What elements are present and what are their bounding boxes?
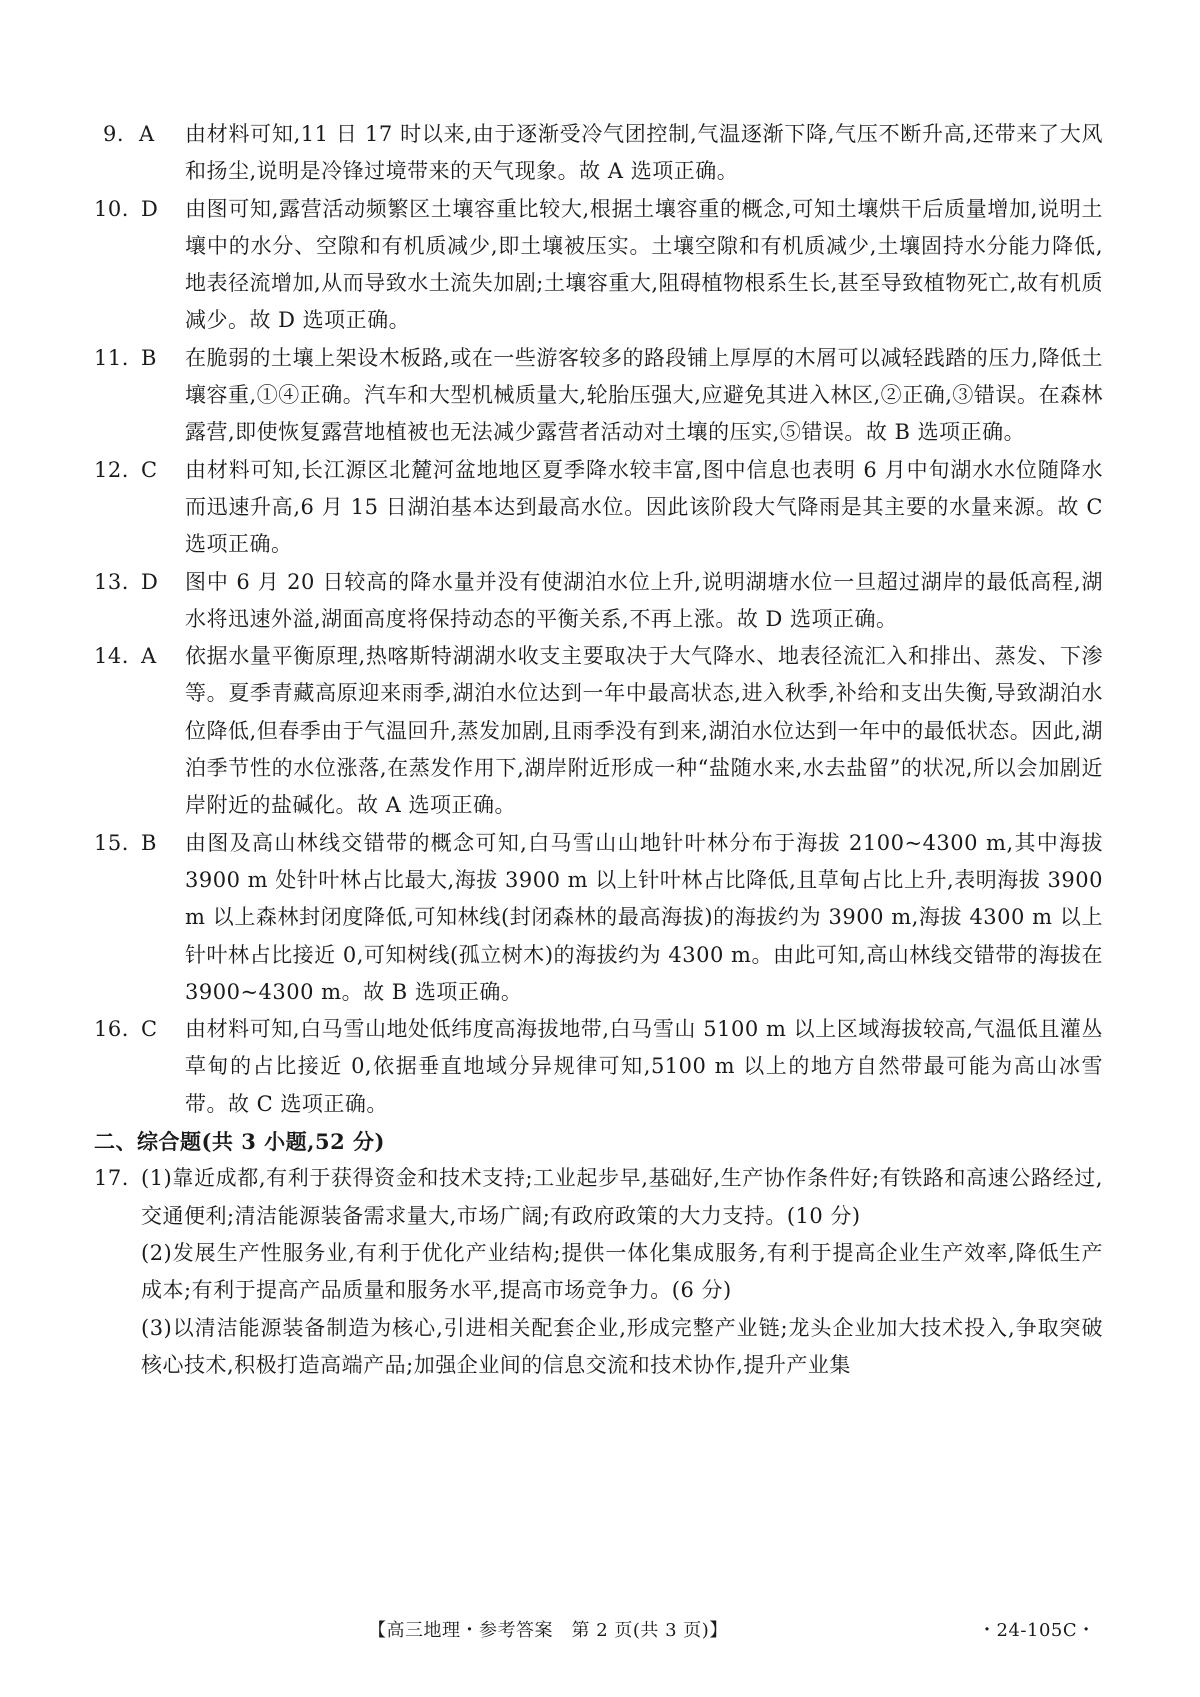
answer-choice: D: [141, 569, 159, 594]
answer-explanation: 由材料可知,白马雪山地处低纬度高海拔地带,白马雪山 5100 m 以上区域海拔较高,气温低且灌丛草甸的占比接近 0,依据垂直地域分异规律可知,5100 m 以上的地方自然带最可能为高山冰雪带。故 C 选项正确。: [185, 1017, 1103, 1116]
answer-explanation: 由图及高山林线交错带的概念可知,白马雪山山地针叶林分布于海拔 2100~4300 m,其中海拔 3900 m 处针叶林占比最大,海拔 3900 m 以上针叶林占比降低,且草甸占比上升,表明海拔 3900 m 以上森林封闭度降低,可知林线(封闭森林的最高海拔)的海拔约为 3900 m,海拔 4300 m 以上针叶林占比接近 0,可知树线(孤立树木)的海拔约为 4300 m。由此可知,高山林线交错带的海拔在 3900~4300 m。故 B 选项正确。: [185, 830, 1103, 1004]
question-number: 15.: [94, 830, 129, 855]
answer-choice: D: [141, 196, 159, 221]
answer-choice: C: [141, 1017, 158, 1042]
answer-item-11: [94, 340, 1103, 452]
answer-part-1: (1)靠近成都,有利于获得资金和技术支持;工业起步早,基础好,生产协作条件好;有铁路和高速公路经过,交通便利;清洁能源装备需求量大,市场广阔;有政府政策的大力支持。(10 分): [141, 1166, 1103, 1228]
answer-choice: B: [141, 830, 157, 855]
answer-item-15: [94, 825, 1103, 1011]
answer-content: [94, 116, 1103, 1384]
answer-explanation: 由材料可知,11 日 17 时以来,由于逐渐受冷气团控制,气温逐渐下降,气压不断升高,还带来了大风和扬尘,说明是冷锋过境带来的天气现象。故 A 选项正确。: [185, 122, 1103, 184]
answer-item-12: [94, 452, 1103, 564]
answer-explanation: 图中 6 月 20 日较高的降水量并没有使湖泊水位上升,说明湖塘水位一旦超过湖岸的最低高程,湖水将迅速外溢,湖面高度将保持动态的平衡关系,不再上涨。故 D 选项正确。: [185, 569, 1103, 631]
question-number: 12.: [94, 457, 129, 482]
answer-item-14: [94, 638, 1103, 824]
section-heading: 二、综合题(共 3 小题,52 分): [94, 1129, 385, 1155]
question-number: 10.: [94, 196, 129, 221]
question-number: 14.: [94, 644, 129, 669]
answer-parts: [141, 1160, 1103, 1384]
question-number: 9.: [103, 122, 125, 146]
answer-item-9: [103, 116, 1103, 191]
question-number: 11.: [94, 345, 129, 370]
answer-item-16: [94, 1011, 1103, 1123]
question-number: 16.: [94, 1017, 129, 1042]
answer-item-17: [94, 1160, 1103, 1384]
answer-part-2: (2)发展生产性服务业,有利于优化产业结构;提供一体化集成服务,有利于提高企业生产效率,降低生产成本;有利于提高产品质量和服务水平,提高市场竞争力。(6 分): [141, 1240, 1103, 1303]
page-footer: [0, 1616, 1200, 1646]
answer-choice: A: [141, 644, 157, 669]
answer-item-10: [94, 191, 1103, 340]
answer-explanation: 由材料可知,长江源区北麓河盆地地区夏季降水较丰富,图中信息也表明 6 月中旬湖水水位随降水而迅速升高,6 月 15 日湖泊基本达到最高水位。因此该阶段大气降雨是其主要的水量来源。故 C 选项正确。: [185, 457, 1103, 557]
question-number: 17.: [94, 1166, 129, 1191]
answer-choice: A: [139, 122, 155, 146]
footer-code: ・24-105C・: [978, 1620, 1096, 1641]
answer-choice: B: [141, 345, 157, 370]
answer-explanation: 在脆弱的土壤上架设木板路,或在一些游客较多的路段铺上厚厚的木屑可以减轻践踏的压力,降低土壤容重,①④正确。汽车和大型机械质量大,轮胎压强大,应避免其进入林区,②正确,③错误。在森林露营,即使恢复露营地植被也无法减少露营者活动对土壤的压实,⑤错误。故 B 选项正确。: [185, 345, 1103, 445]
answer-explanation: 由图可知,露营活动频繁区土壤容重比较大,根据土壤容重的概念,可知土壤烘干后质量增加,说明土壤中的水分、空隙和有机质减少,即土壤被压实。土壤空隙和有机质减少,土壤固持水分能力降低,地表径流增加,从而导致水土流失加剧;土壤容重大,阻碍植物根系生长,甚至导致植物死亡,故有机质减少。故 D 选项正确。: [185, 196, 1103, 333]
question-number: 13.: [94, 569, 129, 594]
answer-part-3: (3)以清洁能源装备制造为核心,引进相关配套企业,形成完整产业链;龙头企业加大技术投入,争取突破核心技术,积极打造高端产品;加强企业间的信息交流和技术协作,提升产业集: [141, 1315, 1103, 1377]
answer-item-13: [94, 564, 1103, 639]
answer-explanation: 依据水量平衡原理,热喀斯特湖湖水收支主要取决于大气降水、地表径流汇入和排出、蒸发、下渗等。夏季青藏高原迎来雨季,湖泊水位达到一年中最高状态,进入秋季,补给和支出失衡,导致湖泊水位降低,但春季由于气温回升,蒸发加剧,且雨季没有到来,湖泊水位达到一年中的最低状态。因此,湖泊季节性的水位涨落,在蒸发作用下,湖岸附近形成一种“盐随水来,水去盐留”的状况,所以会加剧近岸附近的盐碱化。故 A 选项正确。: [185, 644, 1103, 818]
footer-page-info: 【高三地理・参考答案 第 2 页(共 3 页)】: [368, 1620, 728, 1641]
answer-choice: C: [141, 457, 158, 482]
